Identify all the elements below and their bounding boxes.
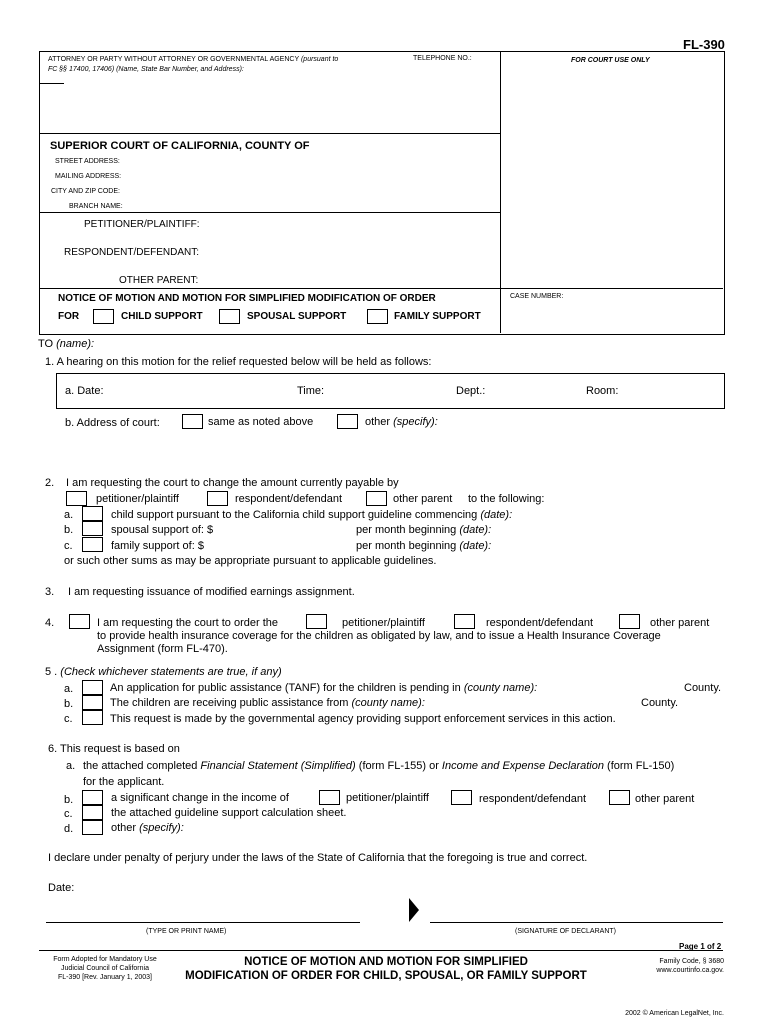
petitioner-label: PETITIONER/PLAINTIFF: xyxy=(84,219,200,230)
telephone-label: TELEPHONE NO.: xyxy=(413,55,472,62)
same-address-label: same as noted above xyxy=(208,416,314,428)
item2-following: to the following: xyxy=(468,493,545,505)
court-use-divider xyxy=(500,51,501,333)
item4-respondent-checkbox[interactable] xyxy=(454,614,475,629)
item2c-per: per month beginning (date): xyxy=(356,540,492,552)
divider-parties xyxy=(39,212,501,213)
item2a-text: child support pursuant to the California child support guideline commencing (date): xyxy=(111,509,513,521)
item3-text: I am requesting issuance of modified earnings assignment. xyxy=(68,586,355,598)
respondent-label: RESPONDENT/DEFENDANT: xyxy=(64,247,200,258)
item6a-line2: for the applicant. xyxy=(83,776,165,788)
item5a-county: County. xyxy=(684,682,722,694)
copyright: 2002 © American LegalNet, Inc. xyxy=(625,1010,724,1017)
motion-title: NOTICE OF MOTION AND MOTION FOR SIMPLIFIED MODIFICATION OF ORDER xyxy=(58,293,436,304)
item4-checkbox[interactable] xyxy=(69,614,90,629)
item2c-checkbox[interactable] xyxy=(82,537,103,552)
item6a-text: the attached completed Financial Statement (Simplified) (form FL-155) or Income and Expense Declaration (form FL-150) xyxy=(83,760,675,772)
signature-arrow-icon xyxy=(407,898,421,922)
item6a-label: a. xyxy=(66,760,76,772)
family-code: Family Code, § 3680 www.courtinfo.ca.gov. xyxy=(656,958,724,974)
item4-num: 4. xyxy=(45,617,55,629)
item4-line2: to provide health insurance coverage for the children as obligated by law, and to issue a Health Insurance Coverage xyxy=(97,630,661,642)
item6c-label: c. xyxy=(64,808,73,820)
form-adopted: Form Adopted for Mandatory Use Judicial Council of California FL-390 [Rev. January 1, 2003] xyxy=(53,956,157,981)
item5a-checkbox[interactable] xyxy=(82,680,103,695)
item5c-text: This request is made by the governmental agency providing support enforcement services in this action. xyxy=(110,713,616,725)
item5c-label: c. xyxy=(64,713,73,725)
child-support-label: CHILD SUPPORT xyxy=(121,311,203,322)
family-support-label: FAMILY SUPPORT xyxy=(394,311,481,322)
item2-respondent-label: respondent/defendant xyxy=(235,493,343,505)
item5a-text: An application for public assistance (TANF) for the children is pending in (county name): xyxy=(110,682,538,694)
footer-divider xyxy=(39,950,723,951)
hearing-date-label: a. Date: xyxy=(65,385,104,397)
hearing-time-label: Time: xyxy=(297,385,325,397)
item2-text: I am requesting the court to change the amount currently payable by xyxy=(66,477,399,489)
divider-title xyxy=(39,288,723,289)
hearing-room-label: Room: xyxy=(586,385,619,397)
hearing-dept-label: Dept.: xyxy=(456,385,486,397)
date-label: Date: xyxy=(48,882,75,894)
other-address-checkbox[interactable] xyxy=(337,414,358,429)
item6-text: 6. This request is based on xyxy=(48,743,180,755)
item2c-text: family support of: $ xyxy=(111,540,204,552)
item6b-respondent-label: respondent/defendant xyxy=(479,793,587,805)
item4-text: I am requesting the court to order the xyxy=(97,617,278,629)
item2a-label: a. xyxy=(64,509,74,521)
court-address-label: b. Address of court: xyxy=(65,417,160,429)
court-use-label: FOR COURT USE ONLY xyxy=(571,57,650,64)
item6d-text: other (specify): xyxy=(111,822,184,834)
item6c-checkbox[interactable] xyxy=(82,805,103,820)
declaration-text: I declare under penalty of perjury under the laws of the State of California that the foregoing is true and correct. xyxy=(48,852,588,864)
family-support-checkbox[interactable] xyxy=(367,309,388,324)
item2b-label: b. xyxy=(64,524,74,536)
item6b-petitioner-checkbox[interactable] xyxy=(319,790,340,805)
footer-title: NOTICE OF MOTION AND MOTION FOR SIMPLIFIED MODIFICATION OF ORDER FOR CHILD, SPOUSAL, OR FAMILY SUPPORT xyxy=(185,956,587,982)
attorney-tick xyxy=(40,83,64,84)
item5-heading: 5 . (Check whichever statements are true, if any) xyxy=(45,666,282,678)
branch-name-label: BRANCH NAME: xyxy=(69,203,123,210)
case-number-label: CASE NUMBER: xyxy=(510,293,564,300)
item4-petitioner-label: petitioner/plaintiff xyxy=(342,617,425,629)
item6b-other-label: other parent xyxy=(635,793,695,805)
item5b-text: The children are receiving public assistance from (county name): xyxy=(110,697,425,709)
to-line: TO (name): xyxy=(38,338,95,350)
signature-line[interactable] xyxy=(430,922,723,923)
item6b-respondent-checkbox[interactable] xyxy=(451,790,472,805)
item6b-label: b. xyxy=(64,794,74,806)
name-line[interactable] xyxy=(46,922,360,923)
item2-respondent-checkbox[interactable] xyxy=(207,491,228,506)
child-support-checkbox[interactable] xyxy=(93,309,114,324)
item6d-label: d. xyxy=(64,823,74,835)
item2-or-text: or such other sums as may be appropriate pursuant to applicable guidelines. xyxy=(64,555,437,567)
item4-petitioner-checkbox[interactable] xyxy=(306,614,327,629)
item4-other-parent-checkbox[interactable] xyxy=(619,614,640,629)
street-address-label: STREET ADDRESS: xyxy=(55,158,120,165)
page-number: Page 1 of 2 xyxy=(679,942,722,951)
item4-other-parent-label: other parent xyxy=(650,617,710,629)
item6b-checkbox[interactable] xyxy=(82,790,103,805)
item4-respondent-label: respondent/defendant xyxy=(486,617,594,629)
item1-text: 1. A hearing on this motion for the relief requested below will be held as follows: xyxy=(45,356,432,368)
item2c-label: c. xyxy=(64,540,73,552)
spousal-support-label: SPOUSAL SUPPORT xyxy=(247,311,347,322)
court-title: SUPERIOR COURT OF CALIFORNIA, COUNTY OF xyxy=(50,140,310,152)
signature-label: (SIGNATURE OF DECLARANT) xyxy=(515,928,616,935)
item2-other-parent-label: other parent xyxy=(393,493,453,505)
item2b-checkbox[interactable] xyxy=(82,521,103,536)
item6d-checkbox[interactable] xyxy=(82,820,103,835)
spousal-support-checkbox[interactable] xyxy=(219,309,240,324)
item5a-label: a. xyxy=(64,683,74,695)
city-zip-label: CITY AND ZIP CODE: xyxy=(51,188,120,195)
type-print-name-label: (TYPE OR PRINT NAME) xyxy=(146,928,227,935)
item6b-text: a significant change in the income of xyxy=(111,792,289,804)
item6b-other-checkbox[interactable] xyxy=(609,790,630,805)
item2-petitioner-checkbox[interactable] xyxy=(66,491,87,506)
mailing-address-label: MAILING ADDRESS: xyxy=(55,173,122,180)
item5b-label: b. xyxy=(64,698,74,710)
item6c-text: the attached guideline support calculation sheet. xyxy=(111,807,347,819)
form-number: FL-390 xyxy=(683,37,725,52)
item2-other-parent-checkbox[interactable] xyxy=(366,491,387,506)
hearing-box xyxy=(56,373,725,409)
divider-court xyxy=(39,133,501,134)
item2b-text: spousal support of: $ xyxy=(111,524,214,536)
attorney-label: ATTORNEY OR PARTY WITHOUT ATTORNEY OR GOVERNMENTAL AGENCY (pursuant to FC §§ 17400, 17406) (Name, State Bar Number, and Address): xyxy=(48,56,339,73)
same-address-checkbox[interactable] xyxy=(182,414,203,429)
item5b-county: County. xyxy=(641,697,679,709)
item2b-per: per month beginning (date): xyxy=(356,524,492,536)
item2a-checkbox[interactable] xyxy=(82,506,103,521)
item4-line3: Assignment (form FL-470). xyxy=(97,643,228,655)
item2-petitioner-label: petitioner/plaintiff xyxy=(96,493,179,505)
item5b-checkbox[interactable] xyxy=(82,695,103,710)
item6b-petitioner-label: petitioner/plaintiff xyxy=(346,792,429,804)
item2-num: 2. xyxy=(45,477,55,489)
other-parent-label: OTHER PARENT: xyxy=(119,275,199,286)
item3-num: 3. xyxy=(45,586,55,598)
for-label: FOR xyxy=(58,311,80,322)
other-address-label: other (specify): xyxy=(365,416,438,428)
item5c-checkbox[interactable] xyxy=(82,710,103,725)
